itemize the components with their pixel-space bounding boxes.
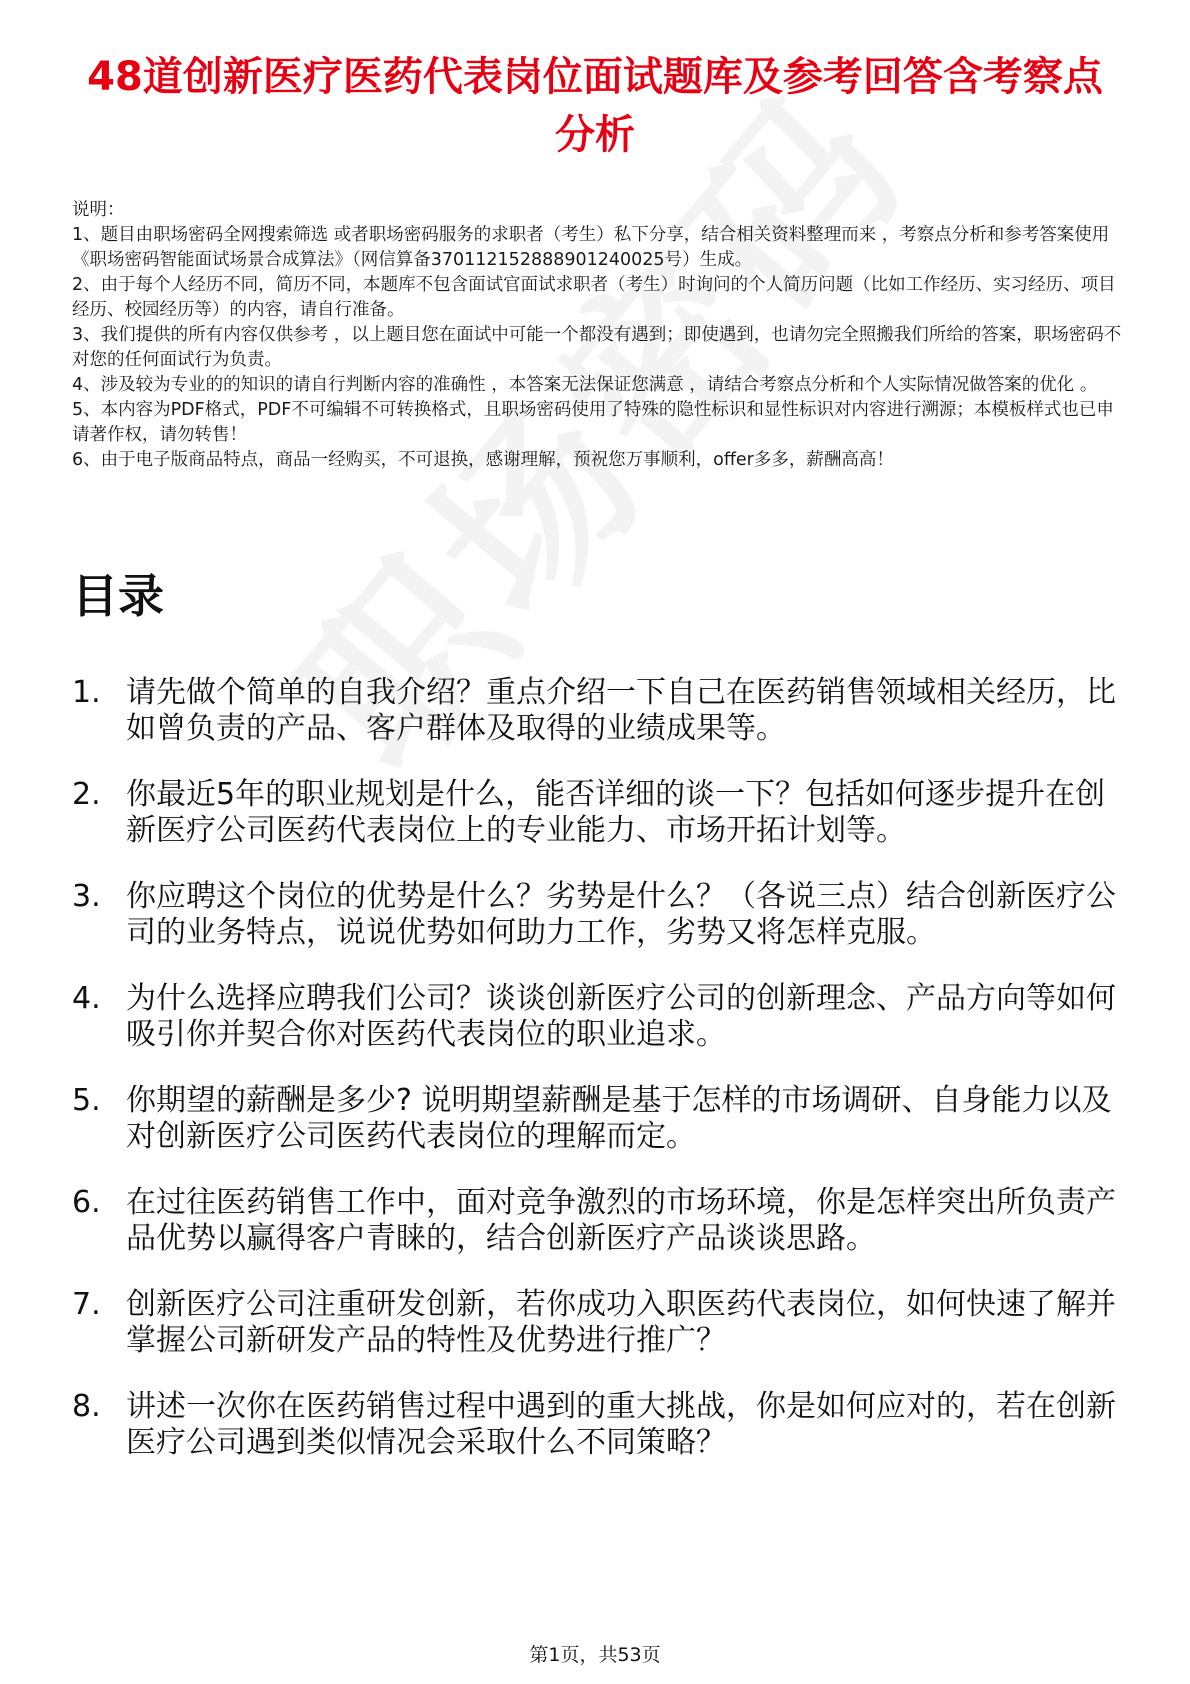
toc-item-number: 8. (72, 1389, 101, 1424)
toc-item-text: 请先做个简单的自我介绍？重点介绍一下自己在医药销售领域相关经历，比如曾负责的产品、客户群体及取得的业绩成果等。 (126, 675, 1116, 746)
toc-item-text: 你应聘这个岗位的优势是什么？劣势是什么？（各说三点）结合创新医疗公司的业务特点，说说优势如何助力工作，劣势又将怎样克服。 (126, 879, 1116, 950)
notes-section (72, 198, 1124, 473)
toc-heading: 目录 (72, 569, 164, 623)
toc-item-text: 你期望的薪酬是多少? 说明期望薪酬是基于怎样的市场调研、自身能力以及对创新医疗公司医药代表岗位的理解而定。 (126, 1083, 1112, 1154)
toc-item-text: 为什么选择应聘我们公司？谈谈创新医疗公司的创新理念、产品方向等如何吸引你并契合你对医药代表岗位的职业追求。 (126, 981, 1116, 1052)
toc-list (72, 675, 1132, 1491)
toc-item-number: 3. (72, 879, 101, 914)
toc-item[interactable] (72, 1185, 1132, 1257)
toc-item[interactable] (72, 981, 1132, 1053)
toc-item-text: 你最近5年的职业规划是什么，能否详细的谈一下？包括如何逐步提升在创新医疗公司医药代表岗位上的专业能力、市场开拓计划等。 (126, 777, 1106, 848)
toc-item-text: 在过往医药销售工作中，面对竞争激烈的市场环境，你是怎样突出所负责产品优势以赢得客户青睐的，结合创新医疗产品谈谈思路。 (126, 1185, 1116, 1256)
toc-item[interactable] (72, 777, 1132, 849)
toc-item[interactable] (72, 1287, 1132, 1359)
note-item: 3、我们提供的所有内容仅供参考 ，以上题目您在面试中可能一个都没有遇到；即使遇到，也请勿完全照搬我们所给的答案，职场密码不对您的任何面试行为负责。 (72, 325, 1122, 370)
note-item: 6、由于电子版商品特点，商品一经购买，不可退换，感谢理解，预祝您万事顺利，offer多多，薪酬高高！ (72, 450, 894, 470)
note-item: 1、题目由职场密码全网搜索筛选 或者职场密码服务的求职者（考生）私下分享，结合相关资料整理而来 ，考察点分析和参考答案使用《职场密码智能面试场景合成算法》（网信算备370112152888901240025号）生成。 (72, 225, 1110, 270)
toc-item-number: 1. (72, 675, 101, 710)
toc-item-number: 7. (72, 1287, 101, 1322)
toc-item-number: 4. (72, 981, 101, 1016)
page-footer: 第1页，共53页 (529, 1644, 661, 1666)
toc-item[interactable] (72, 1083, 1132, 1155)
toc-item-number: 5. (72, 1083, 101, 1118)
note-item: 5、本内容为PDF格式，PDF不可编辑不可转换格式，且职场密码使用了特殊的隐性标识和显性标识对内容进行溯源；本模板样式也已申请著作权，请勿转售！ (72, 400, 1114, 445)
notes-label: 说明： (72, 200, 125, 220)
note-item: 2、由于每个人经历不同，简历不同，本题库不包含面试官面试求职者（考生）时询问的个人简历问题（比如工作经历、实习经历、项目经历、校园经历等）的内容，请自行准备。 (72, 275, 1116, 320)
toc-item-text: 讲述一次你在医药销售过程中遇到的重大挑战，你是如何应对的，若在创新医疗公司遇到类似情况会采取什么不同策略？ (126, 1389, 1116, 1460)
toc-item-text: 创新医疗公司注重研发创新，若你成功入职医药代表岗位，如何快速了解并掌握公司新研发产品的特性及优势进行推广？ (126, 1287, 1116, 1358)
toc-item[interactable] (72, 675, 1132, 747)
note-item: 4、涉及较为专业的的知识的请自行判断内容的准确性 ，本答案无法保证您满意 ，请结合考察点分析和个人实际情况做答案的优化 。 (72, 375, 1098, 395)
document-title: 48道创新医疗医药代表岗位面试题库及参考回答含考察点分析 (87, 54, 1103, 158)
toc-item-number: 6. (72, 1185, 101, 1220)
toc-item[interactable] (72, 1389, 1132, 1461)
toc-item-number: 2. (72, 777, 101, 812)
toc-item[interactable] (72, 879, 1132, 951)
